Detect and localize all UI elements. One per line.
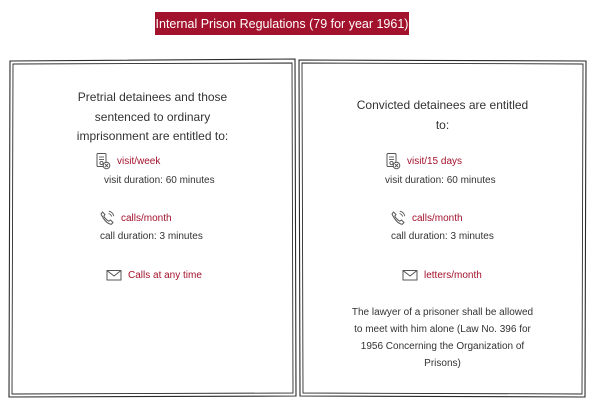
right-panel-intro: Convicted detainees are entitled to: [356,98,529,132]
phone-icon [99,210,115,226]
envelope-icon [106,269,122,281]
left-anytime-label: Calls at any time [128,269,202,281]
lawyer-note: The lawyer of a prisoner shall be allowed to meet with him alone (Law No. 396 for 1956 Concerning the Organization of Prisons) [351,307,534,369]
right-calls-detail: call duration: 3 minutes [391,231,494,242]
right-visit-detail: visit duration: 60 minutes [385,175,496,186]
left-visit-entry [95,152,215,186]
left-calls-label: calls/month [121,212,172,224]
left-visit-detail: visit duration: 60 minutes [104,175,215,186]
visit-icon [95,152,111,170]
right-visit-entry [385,152,496,186]
page-title: Internal Prison Regulations (79 for year 1961) [155,16,409,31]
envelope-icon [402,269,418,281]
right-panel [298,58,587,398]
left-anytime-entry [106,269,202,281]
page-title-banner [155,12,409,35]
right-letters-entry [402,269,482,281]
right-calls-entry [390,210,494,242]
left-panel [8,58,297,398]
right-visit-label: visit/15 days [407,155,463,167]
left-visit-label: visit/week [117,155,161,167]
left-calls-detail: call duration: 3 minutes [100,231,203,242]
right-calls-label: calls/month [412,212,463,224]
left-calls-entry [99,210,203,242]
visit-icon [385,152,401,170]
right-letters-label: letters/month [424,269,482,281]
left-panel-intro: Pretrial detainees and those sentenced to ordinary imprisonment are entitled to: [76,90,229,143]
phone-icon [390,210,406,226]
